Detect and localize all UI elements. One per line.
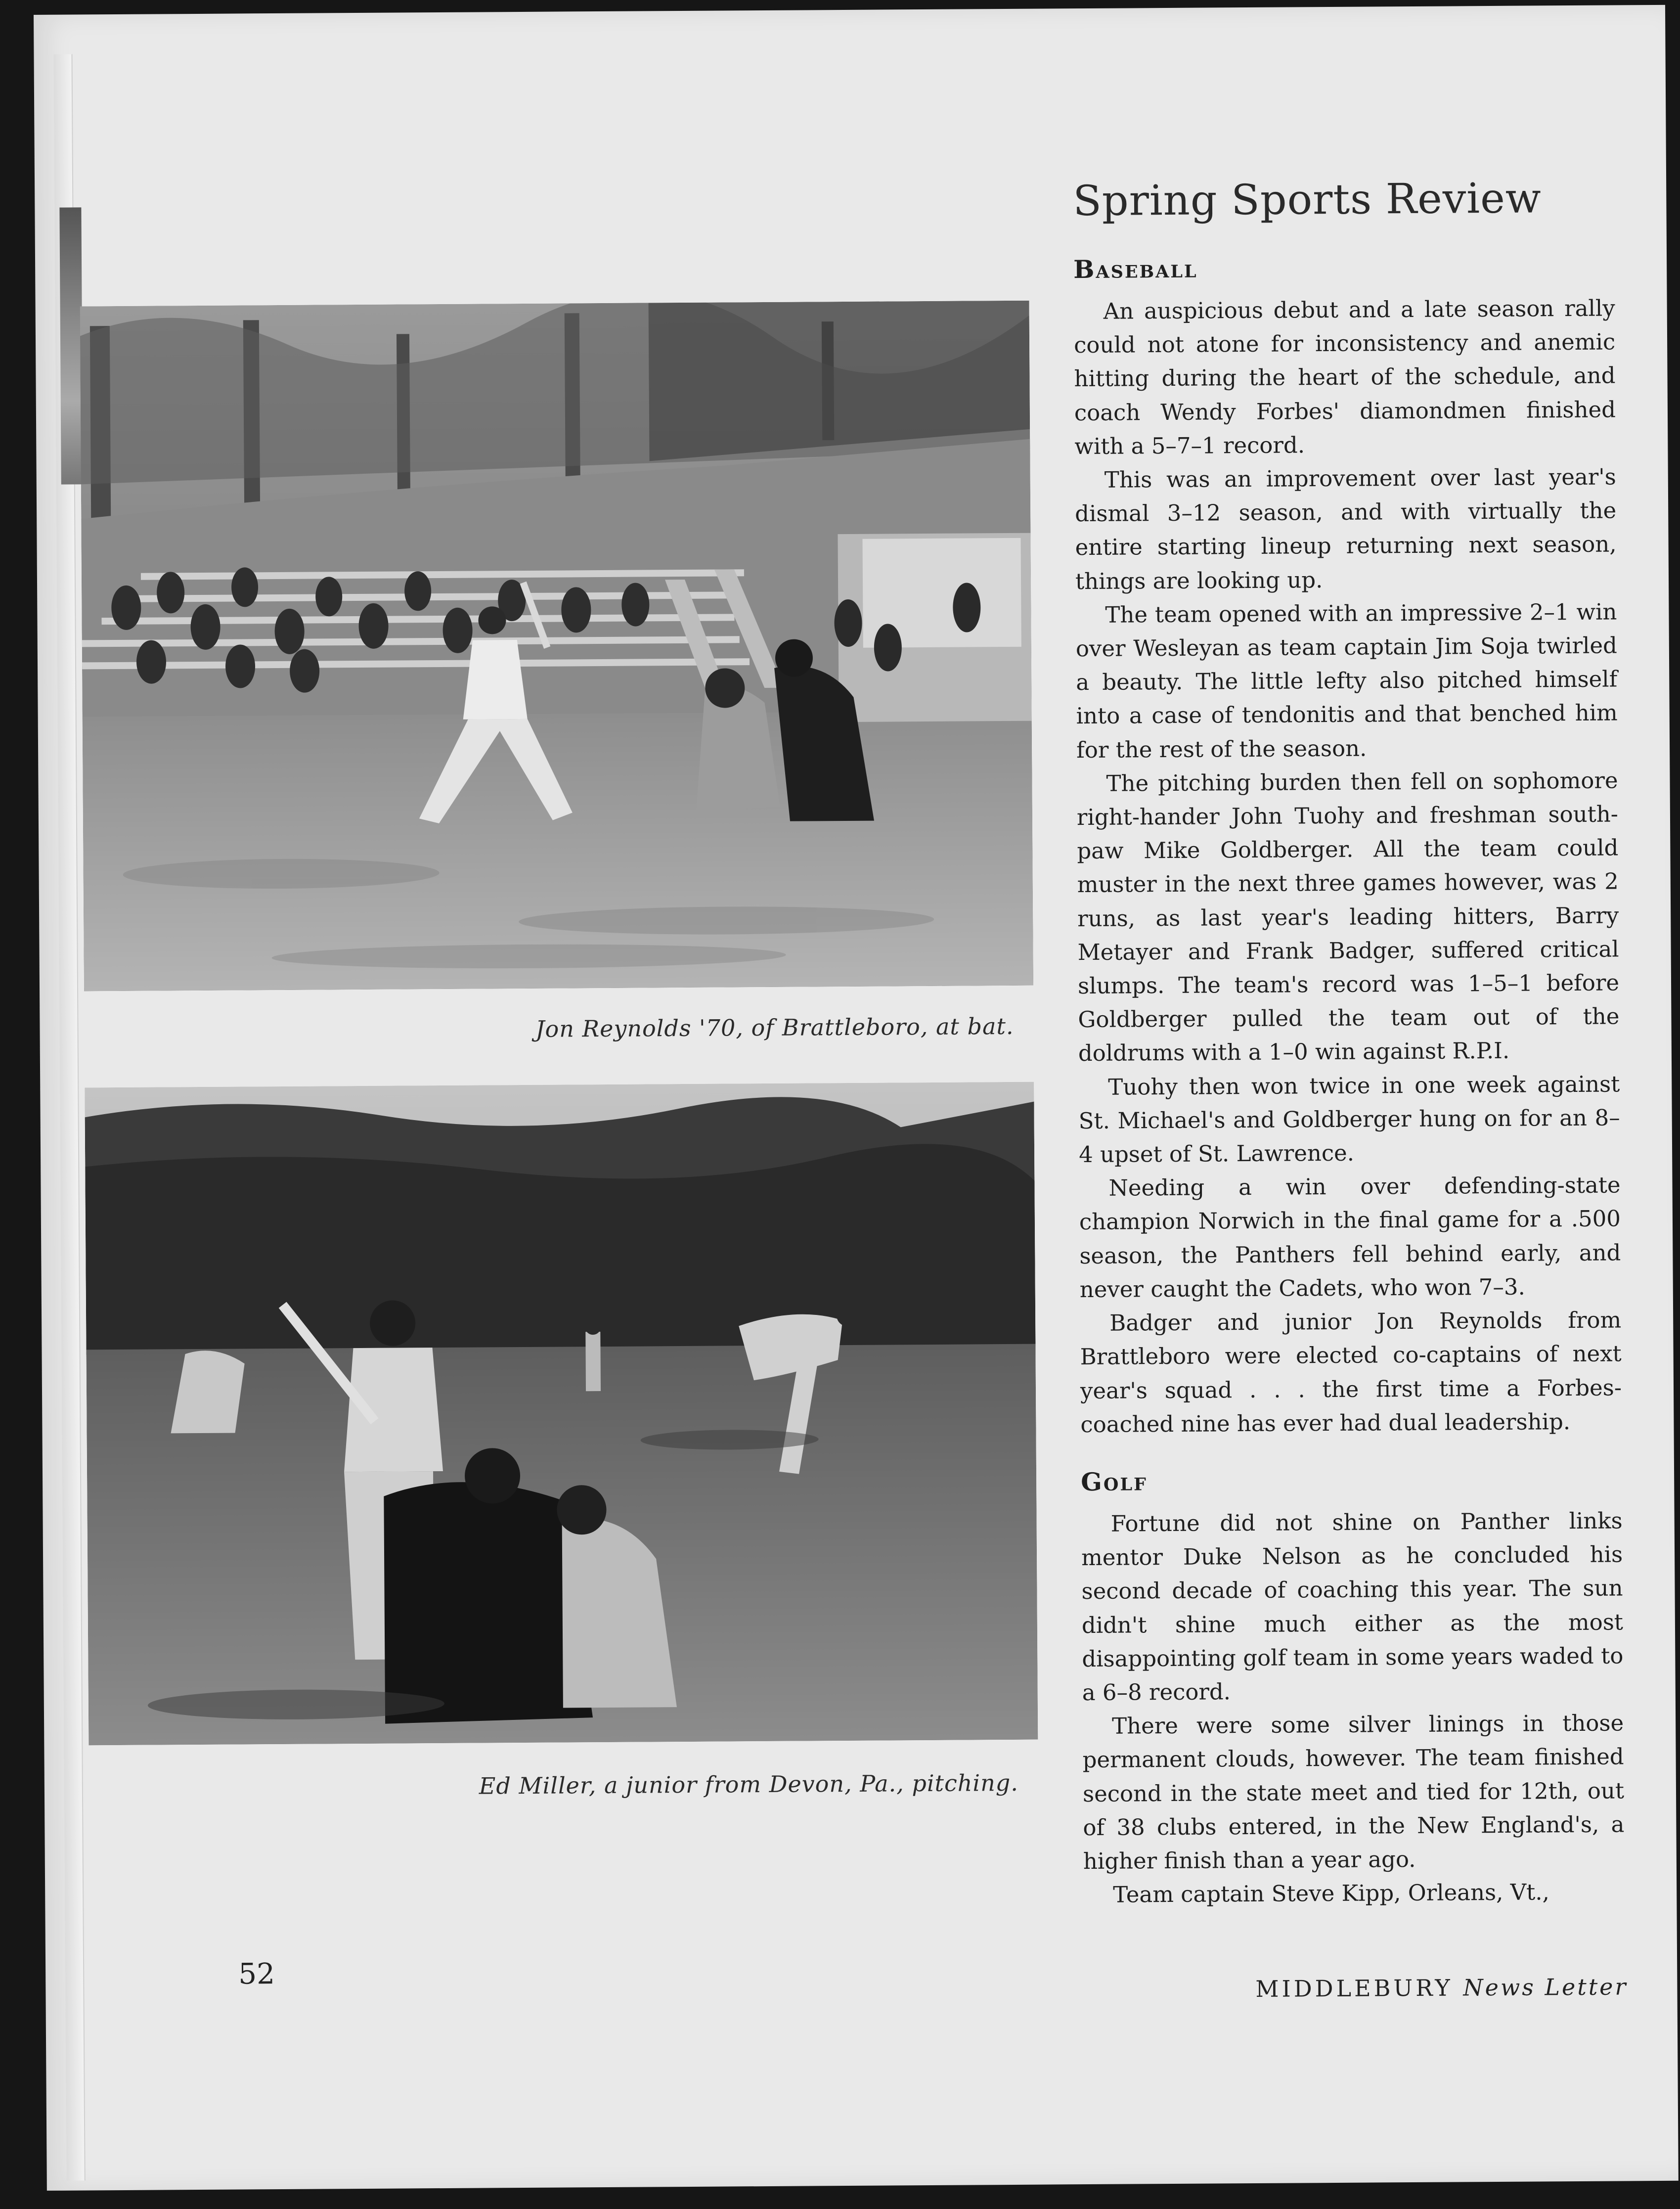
paragraph: Needing a win over defending-state champion Norwich in the final game for a .500 season, the Panthers fell behind early, and never caught the Cadets, who won 7–3. <box>1079 1172 1621 1303</box>
paragraph: Fortune did not shine on Panther links mentor Duke Nelson as he concluded his second decade of coaching this year. The sun didn't shine much either as the most disappointing golf team in some years waded to a 6–8 record. <box>1081 1507 1624 1706</box>
photo1-caption: Jon Reynolds '70, of Brattleboro, at bat. <box>535 1012 1014 1042</box>
paragraph: An auspicious debut and a late season rally could not atone for inconsistency and anemic hitting during the heart of the schedule, and coach Wendy Forbes' diamondmen finished with a 5–7–1 record. <box>1073 295 1616 459</box>
section-heading-baseball: Baseball <box>1073 254 1198 284</box>
photo2-caption: Ed Miller, a junior from Devon, Pa., pitching. <box>479 1769 1019 1800</box>
photo-pitcher-delivering <box>85 1082 1038 1746</box>
paragraph: The team opened with an impressive 2–1 win over Wesleyan as team captain Jim Soja twirled a beauty. The little lefty also pitched himself into a case of tendonitis and that benched him for the rest of the season. <box>1075 598 1618 763</box>
article-column <box>1073 173 1625 1912</box>
publication-name-italic: News Letter <box>1463 1973 1628 2001</box>
paragraph: Tuohy then won twice in one week against St. Michael's and Goldberger hung on for an 8–4 upset of St. Lawrence. <box>1078 1071 1620 1168</box>
publication-footer <box>1217 1973 1628 2002</box>
paragraph: Badger and junior Jon Reynolds from Brattleboro were elected co-captains of next year's squad . . . the first time a Forbes-coached nine has ever had dual leadership. <box>1080 1307 1622 1438</box>
section-heading-golf: Golf <box>1080 1467 1148 1497</box>
paragraph: There were some silver linings in those permanent clouds, however. The team finished second in the state meet and tied for 12th, out of 38 clubs entered, in the New England's, a higher finish than a year ago. <box>1082 1710 1625 1875</box>
paragraph: Team captain Steve Kipp, Orleans, Vt., <box>1113 1879 1550 1908</box>
magazine-page <box>34 5 1679 2191</box>
page-number: 52 <box>238 1957 275 1991</box>
photo-batter-at-plate <box>80 301 1033 992</box>
page-title: Spring Sports Review <box>1073 174 1542 225</box>
publication-name: MIDDLEBURY <box>1255 1974 1453 2002</box>
paragraph: The pitching burden then fell on sophomore right-hander John Tuohy and freshman south-paw Mike Goldberger. All the team could muster in the next three games however, was 2 runs, as last year's leading hitters, Barry Metayer and Frank Badger, suffered critical slumps. The team's record was 1–5–1 before Goldberger pulled the team out of the doldrums with a 1–0 win against R.P.I. <box>1076 767 1620 1067</box>
adjacent-page-photo-strip <box>59 207 83 484</box>
paragraph: This was an improvement over last year's dismal 3–12 season, and with virtually the entire starting lineup returning next season, things are looking up. <box>1075 463 1617 594</box>
